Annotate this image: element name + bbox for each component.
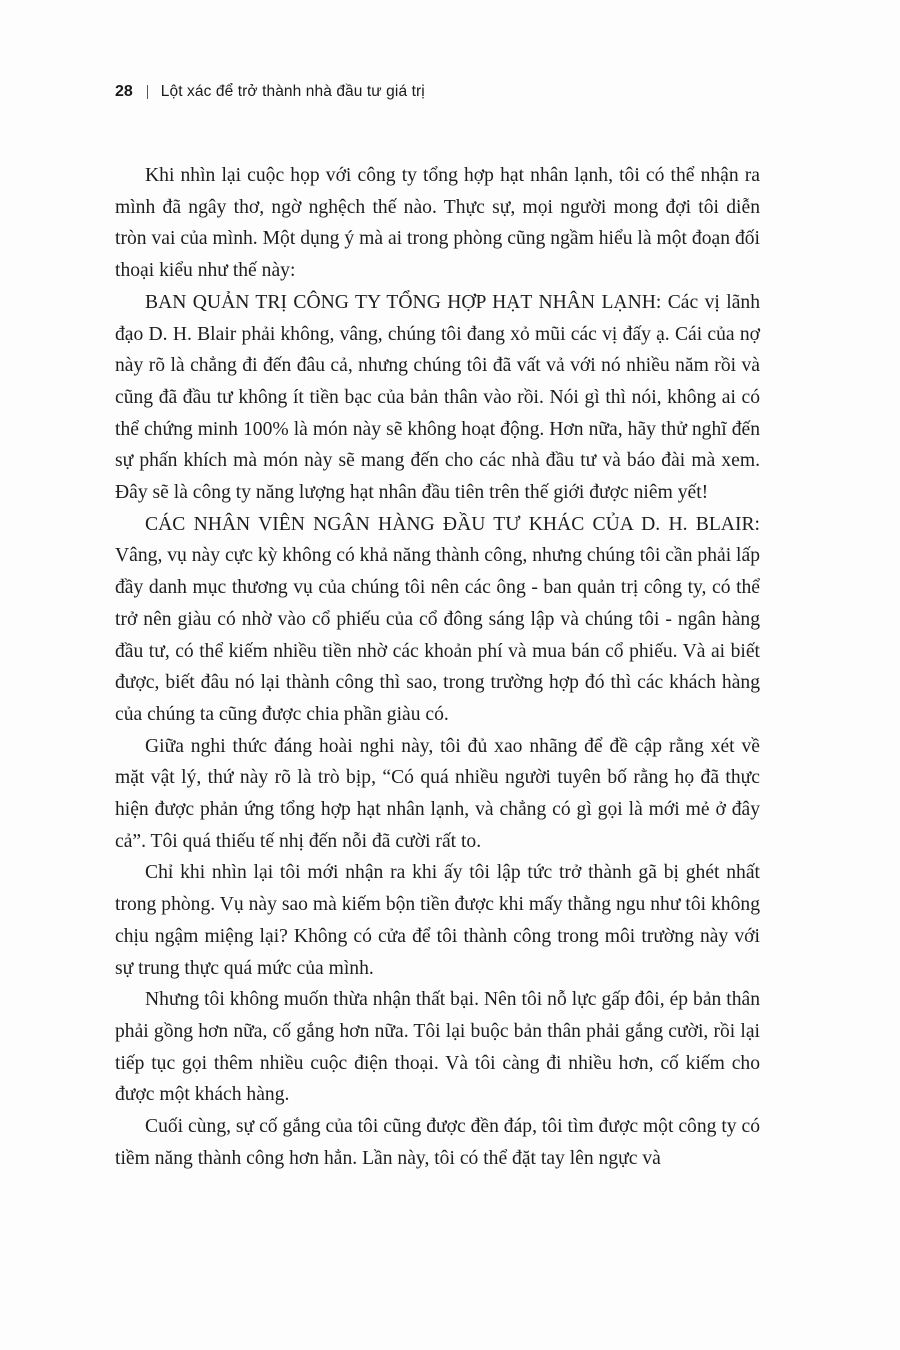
paragraph: CÁC NHÂN VIÊN NGÂN HÀNG ĐẦU TƯ KHÁC CỦA D. H. BLAIR: Vâng, vụ này cực kỳ không có khả năng thành công, nhưng chúng tôi cần phải lấp đầy danh mục thương vụ của chúng tôi nên các ông - ban quản trị công ty, có thể trở nên giàu có nhờ vào cổ phiếu của cổ đông sáng lập và chúng tôi - ngân hàng đầu tư, có thể kiếm nhiều tiền nhờ các khoản phí và mua bán cổ phiếu. Và ai biết được, biết đâu nó lại thành công thì sao, trong trường hợp đó thì các khách hàng của chúng ta cũng được chia phần giàu có. [115,513,760,725]
running-title: Lột xác để trở thành nhà đầu tư giá trị [160,83,425,100]
running-header [115,80,425,104]
paragraph: Cuối cùng, sự cố gắng của tôi cũng được đền đáp, tôi tìm được một công ty có tiềm năng thành công hơn hẳn. Lần này, tôi có thể đặt tay lên ngực và [115,1116,760,1169]
paragraph: Nhưng tôi không muốn thừa nhận thất bại. Nên tôi nỗ lực gấp đôi, ép bản thân phải gồng hơn nữa, cố gắng hơn nữa. Tôi lại buộc bản thân phải gắng cười, rồi lại tiếp tục gọi thêm nhiều cuộc điện thoại. Và tôi càng đi nhiều hơn, cố kiếm cho được một khách hàng. [115,989,760,1106]
paragraph: Giữa nghi thức đáng hoài nghi này, tôi đủ xao nhãng để đề cập rằng xét về mặt vật lý, thứ này rõ là trò bịp, “Có quá nhiều người tuyên bố rằng họ đã thực hiện được phản ứng tổng hợp hạt nhân lạnh, và chẳng có gì gọi là mới mẻ ở đây cả”. Tôi quá thiếu tế nhị đến nỗi đã cười rất to. [115,735,760,852]
body-text [115,160,760,1175]
paragraph: Khi nhìn lại cuộc họp với công ty tổng hợp hạt nhân lạnh, tôi có thể nhận ra mình đã ngây thơ, ngờ nghệch thế nào. Thực sự, mọi người mong đợi tôi diễn tròn vai của mình. Một dụng ý mà ai trong phòng cũng ngầm hiểu là một đoạn đối thoại kiểu như thế này: [115,165,760,282]
page-number: 28 [115,83,133,100]
paragraph: Chỉ khi nhìn lại tôi mới nhận ra khi ấy tôi lập tức trở thành gã bị ghét nhất trong phòng. Vụ này sao mà kiếm bộn tiền được khi mấy thằng ngu như tôi không chịu ngậm miệng lại? Không có cửa để tôi thành công trong môi trường này với sự trung thực quá mức của mình. [115,862,760,979]
paragraph: BAN QUẢN TRỊ CÔNG TY TỔNG HỢP HẠT NHÂN LẠNH: Các vị lãnh đạo D. H. Blair phải không, vâng, chúng tôi đang xỏ mũi các vị đấy ạ. Cái của nợ này rõ là chẳng đi đến đâu cả, nhưng chúng tôi đã vất vả với nó nhiều năm rồi và cũng đã đầu tư không ít tiền bạc của bản thân vào rồi. Nói gì thì nói, không ai có thể chứng minh 100% là món này sẽ không hoạt động. Hơn nữa, hãy thử nghĩ đến sự phấn khích mà món này sẽ mang đến cho các nhà đầu tư và báo đài mà xem. Đây sẽ là công ty năng lượng hạt nhân đầu tiên trên thế giới được niêm yết! [115,291,760,504]
header-divider [147,85,148,99]
